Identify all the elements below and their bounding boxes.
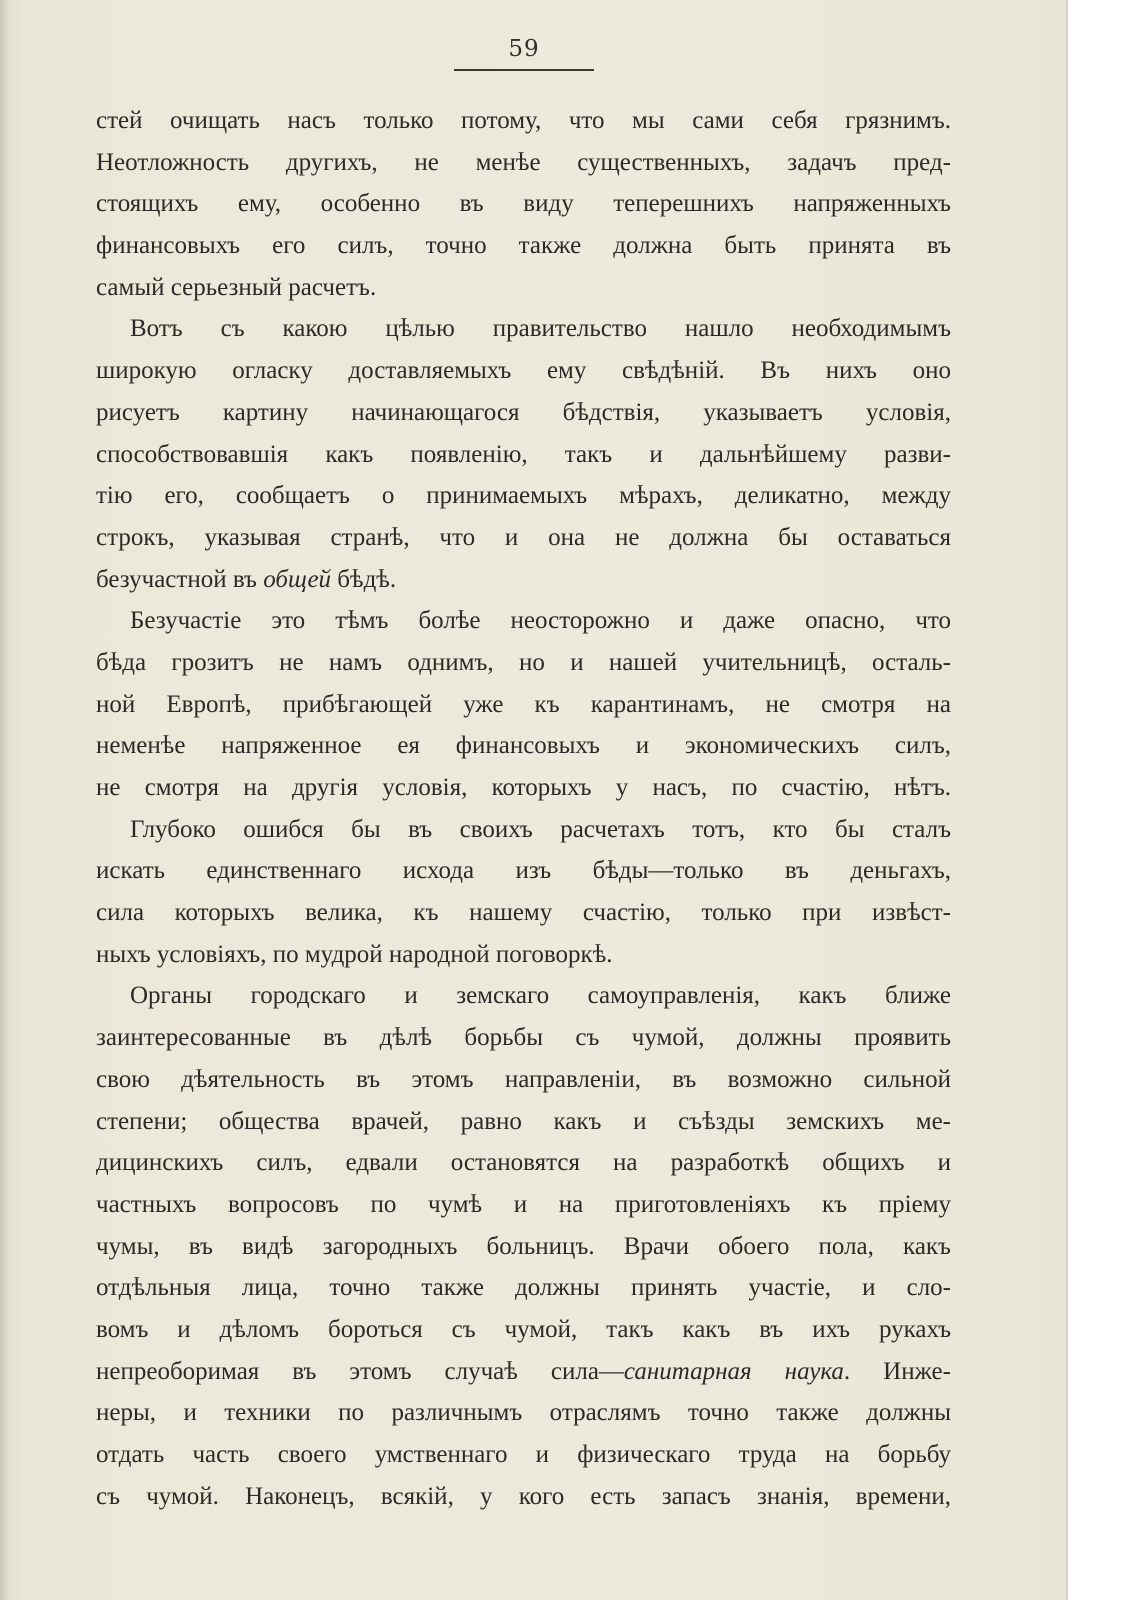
page-number: 59 xyxy=(508,36,540,62)
text-line: отдать часть своего умственнаго и физическаго труда на борьбу xyxy=(96,1441,951,1468)
text-line: степени; общества врачей, равно какъ и съѣзды земскихъ ме- xyxy=(96,1107,951,1135)
text-line: Вотъ съ какою цѣлью правительство нашло необходимымъ xyxy=(130,315,951,343)
text-line: неменѣе напряженное ея финансовыхъ и экономическихъ силъ, xyxy=(96,732,951,760)
paragraph-1 xyxy=(96,100,951,308)
text-line: стей очищать насъ только потому, что мы сами себя грязнимъ. xyxy=(96,107,951,134)
body-text xyxy=(96,100,951,1517)
text-line: Безучастіе это тѣмъ болѣе неосторожно и даже опасно, что xyxy=(130,607,951,635)
text-line: чумы, въ видѣ загородныхъ больницъ. Врачи обоего пола, какъ xyxy=(96,1232,951,1260)
paragraph-5 xyxy=(96,975,951,1517)
text-span: . Инже- xyxy=(843,1357,951,1385)
text-line: свою дѣятельность въ этомъ направленіи, въ возможно сильной xyxy=(96,1065,951,1093)
text-line: неры, и техники по различнымъ отраслямъ точно также должны xyxy=(96,1399,951,1427)
emphasis-text: санитарная наука xyxy=(623,1357,844,1385)
text-line: способствовавшія какъ появленію, такъ и дальнѣйшему разви- xyxy=(96,440,951,468)
page-number-rule xyxy=(454,69,594,71)
text-line: Глубоко ошибся бы въ своихъ расчетахъ тотъ, кто бы сталъ xyxy=(130,815,951,843)
text-span: непреоборимая въ этомъ случаѣ сила— xyxy=(96,1357,624,1385)
text-span: безучастной въ xyxy=(96,565,264,593)
paragraph-4 xyxy=(96,809,951,976)
text-line: съ чумой. Наконецъ, всякій, у кого есть запасъ знанія, времени, xyxy=(96,1482,951,1510)
text-line xyxy=(96,1351,951,1393)
text-span: бѣдѣ. xyxy=(331,565,397,593)
text-line: частныхъ вопросовъ по чумѣ и на приготовленіяхъ къ пріему xyxy=(96,1190,951,1218)
text-line: не смотря на другія условія, которыхъ у насъ, по счастію, нѣтъ. xyxy=(96,774,951,801)
text-line: сила которыхъ велика, къ нашему счастію, только при извѣст- xyxy=(96,899,951,927)
text-line: рисуетъ картину начинающагося бѣдствія, указываетъ условія, xyxy=(96,398,951,426)
text-line: искать единственнаго исхода изъ бѣды—только въ деньгахъ, xyxy=(96,857,951,885)
text-line: Неотложность другихъ, не менѣе существенныхъ, задачъ пред- xyxy=(96,148,951,176)
text-line: широкую огласку доставляемыхъ ему свѣдѣній. Въ нихъ оно xyxy=(96,357,951,385)
text-line: Органы городскаго и земскаго самоуправленія, какъ ближе xyxy=(130,982,951,1010)
text-line: ной Европѣ, прибѣгающей уже къ карантинамъ, не смотря на xyxy=(96,690,951,718)
text-line: стоящихъ ему, особенно въ виду теперешнихъ напряженныхъ xyxy=(96,190,951,218)
paragraph-3 xyxy=(96,600,951,808)
paragraph-2 xyxy=(96,308,951,600)
text-line: отдѣльныя лица, точно также должны принять участіе, и сло- xyxy=(96,1274,951,1302)
text-line: ныхъ условіяхъ, по мудрой народной поговоркѣ. xyxy=(96,940,613,968)
text-line: самый серьезный расчетъ. xyxy=(96,273,377,301)
emphasis-text: общей xyxy=(263,565,332,593)
text-line: бѣда грозитъ не намъ однимъ, но и нашей учительницѣ, осталь- xyxy=(96,648,951,676)
text-line: заинтересованные въ дѣлѣ борьбы съ чумой, должны проявить xyxy=(96,1024,951,1052)
text-line: дицинскихъ силъ, едвали остановятся на разработкѣ общихъ и xyxy=(96,1149,951,1177)
text-line: вомъ и дѣломъ бороться съ чумой, такъ какъ въ ихъ рукахъ xyxy=(96,1315,951,1343)
text-line: тію его, сообщаетъ о принимаемыхъ мѣрахъ, деликатно, между xyxy=(96,482,951,510)
text-line xyxy=(96,559,951,601)
text-line: финансовыхъ его силъ, точно также должна быть принята въ xyxy=(96,232,951,260)
text-line: строкъ, указывая странѣ, что и она не должна бы оставаться xyxy=(96,523,951,551)
